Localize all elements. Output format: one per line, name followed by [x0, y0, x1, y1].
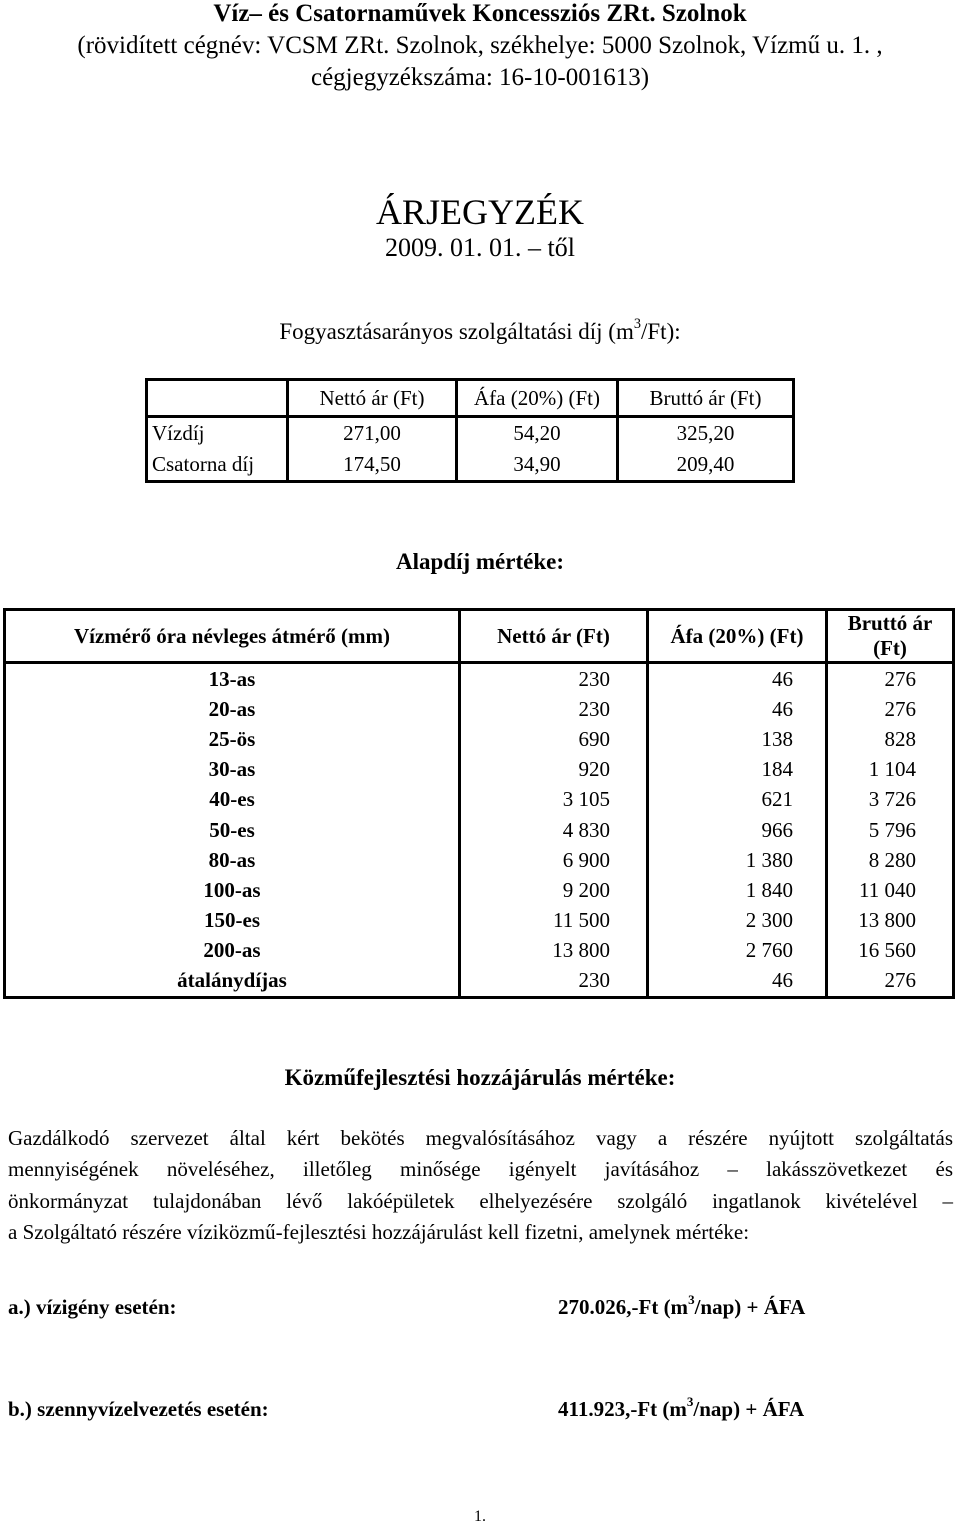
table-header-cell: Áfa (20%) (Ft) [648, 610, 827, 663]
table-cell: 138 [648, 724, 827, 754]
table-header-cell: Nettó ár (Ft) [460, 610, 648, 663]
consumption-heading: Fogyasztásarányos szolgáltatási díj $(m^3/Ft)$: [279, 316, 681, 344]
table-cell: 16 560 [858, 938, 916, 963]
table-cell: 230 [460, 694, 648, 724]
table-header-cell [147, 380, 288, 417]
table-row [147, 449, 794, 482]
paragraph-line: a Szolgáltató részére víziközmű-fejlesztési hozzájárulást kell fizetni, amelynek mértéke: [8, 1219, 750, 1244]
table-cell: 1 104 [868, 757, 916, 782]
table-cell: 50-es [5, 815, 460, 845]
table-cell: 828 [884, 726, 916, 751]
table-cell: 184 [648, 755, 827, 785]
table-cell: Csatorna díj [147, 449, 288, 482]
paragraph-line: Gazdálkodó szervezet által kért bekötés megvalósításához vagy a részére nyújtott szolgáltatás [8, 1126, 953, 1150]
table-cell: 11 040 [859, 877, 916, 902]
table-cell: 13 800 [460, 936, 648, 966]
table-cell: 1 380 [648, 845, 827, 875]
base-fee-table [3, 608, 955, 999]
development-heading: Közműfejlesztési hozzájárulás mértéke: [284, 1065, 676, 1090]
table-cell: 174,50 [288, 449, 457, 482]
base-fee-heading: Alapdíj mértéke: [396, 549, 564, 574]
company-registration: cégjegyzékszáma: 16-10-001613) [310, 64, 650, 91]
water-demand-label: a.) vízigény esetén: [8, 1295, 177, 1319]
company-name: Víz– és Csatornaművek Koncessziós ZRt. Szolnok [213, 0, 747, 27]
table-row [5, 845, 954, 875]
table-header-cell: Vízmérő óra névleges átmérő (mm) [5, 610, 460, 663]
table-cell: 276 [884, 968, 916, 993]
table-header-row [147, 380, 794, 417]
table-header-cell: Bruttó ár (Ft) [827, 610, 954, 663]
table-cell: 46 [648, 663, 827, 695]
table-cell: 966 [648, 815, 827, 845]
page-title: ÁRJEGYZÉK [376, 192, 584, 232]
table-cell: 4 830 [460, 815, 648, 845]
table-cell: 54,20 [457, 417, 618, 450]
table-row [5, 755, 954, 785]
table-cell: 40-es [5, 785, 460, 815]
table-cell: 11 500 [460, 906, 648, 936]
table-cell: 9 200 [460, 875, 648, 905]
table-header-cell: Bruttó ár (Ft) [618, 380, 794, 417]
table-cell: 1 840 [648, 875, 827, 905]
table-cell: 230 [460, 663, 648, 695]
table-cell: 200-as [5, 936, 460, 966]
table-cell: 5 796 [868, 817, 916, 842]
table-cell: 3 105 [460, 785, 648, 815]
table-cell: 920 [460, 755, 648, 785]
company-details: (rövidített cégnév: VCSM ZRt. Szolnok, székhelye: 5000 Szolnok, Vízmű u. 1. , [77, 32, 883, 59]
page-number: 1. [474, 1508, 486, 1525]
table-cell: 80-as [5, 845, 460, 875]
table-cell: 13-as [5, 663, 460, 695]
table-cell: 2 760 [648, 936, 827, 966]
table-row [5, 936, 954, 966]
consumption-table [145, 378, 795, 483]
table-cell: 271,00 [288, 417, 457, 450]
effective-date: 2009. 01. 01. – től [385, 233, 575, 262]
table-cell: 8 280 [868, 847, 916, 872]
table-cell: 230 [460, 966, 648, 998]
table-cell: 34,90 [457, 449, 618, 482]
table-header-row [5, 610, 954, 663]
development-paragraph [8, 1123, 953, 1248]
table-cell: 621 [648, 785, 827, 815]
table-cell: 690 [460, 724, 648, 754]
table-row [5, 663, 954, 695]
table-row [5, 875, 954, 905]
table-cell: 25-ös [5, 724, 460, 754]
table-row [5, 694, 954, 724]
table-cell: 20-as [5, 694, 460, 724]
table-cell: 325,20 [676, 421, 735, 445]
table-row [5, 785, 954, 815]
table-cell: 276 [884, 696, 916, 721]
table-cell: 2 300 [648, 906, 827, 936]
table-row [5, 966, 954, 998]
table-header-cell: Nettó ár (Ft) [288, 380, 457, 417]
table-cell: átalánydíjas [5, 966, 460, 998]
table-cell: 150-es [5, 906, 460, 936]
table-cell: 3 726 [868, 787, 916, 812]
table-cell: 13 800 [858, 908, 916, 933]
table-row [147, 417, 794, 450]
wastewater-value: 411.923,-Ft $(m^3/nap)$ + ÁFA [558, 1394, 805, 1421]
table-cell: 46 [648, 966, 827, 998]
table-row [5, 906, 954, 936]
table-cell: 209,40 [676, 452, 735, 476]
table-row [5, 815, 954, 845]
table-cell: 46 [648, 694, 827, 724]
water-demand-value: 270.026,-Ft $(m^3/nap)$ + ÁFA [558, 1292, 806, 1319]
table-cell: 100-as [5, 875, 460, 905]
table-row [5, 724, 954, 754]
paragraph-line: mennyiségének növeléséhez, illetőleg minősége igényelt javításához – lakásszövetkezet és [8, 1157, 953, 1182]
table-cell: 6 900 [460, 845, 648, 875]
table-cell: 30-as [5, 755, 460, 785]
table-header-cell: Áfa (20%) (Ft) [457, 380, 618, 417]
wastewater-label: b.) szennyvízelvezetés esetén: [8, 1397, 269, 1421]
paragraph-line: önkormányzat tulajdonában lévő lakóépületek elhelyezésére szolgáló ingatlanok kivételével – [8, 1188, 953, 1213]
table-cell: Vízdíj [147, 417, 288, 450]
table-cell: 276 [884, 666, 916, 691]
